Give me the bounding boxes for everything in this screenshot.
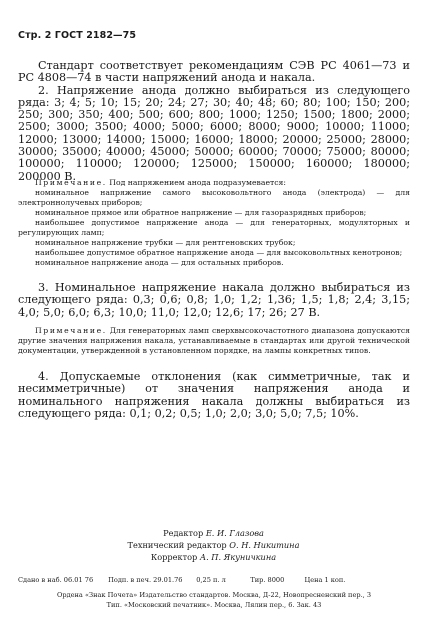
tolerance-paragraph: 4. Допускаемые отклонения (как симметричные, так и несимметричные) от значения напряжения анода и номинального напряжения накала должны выбираться из следующего ряда: 0,1; 0,2; 0,5; 1,0; 2,0; 3,0; 5,0; 7,5; 10%.	[18, 370, 410, 420]
signed-date: Подп. в печ. 29.01.76	[108, 576, 183, 584]
filament-note	[18, 326, 410, 356]
credits-block	[0, 527, 427, 563]
publisher-line: Ордена «Знак Почета» Издательство стандартов. Москва, Д-22, Новопресненский пер., 3	[56, 591, 372, 599]
tolerance-block	[18, 371, 410, 420]
corrector-role: Корректор	[150, 552, 198, 562]
anode-note-item: номинальное напряжение анода — для остальных приборов.	[35, 258, 284, 267]
anode-note-lead-line	[18, 178, 410, 188]
note-label: Примечание.	[35, 326, 107, 335]
page-header: Стр. 2 ГОСТ 2182—75	[18, 30, 137, 41]
editor-name: Е. И. Глазова	[205, 528, 264, 538]
tech-editor-role: Технический редактор	[127, 540, 227, 550]
tech-editor-name: О. Н. Никитина	[229, 540, 300, 550]
anode-note-item: номинальное напряжение самого высоковольтного анода (электрода) — для электроннолучевых приборов;	[18, 188, 410, 207]
print-sheets: 0,25 п. л	[196, 576, 226, 584]
anode-note-item: наибольшее допустимое напряжение анода — для генераторных, модуляторных и регулирующих ламп;	[18, 218, 410, 237]
print-run: Тир. 8000	[250, 576, 285, 584]
note-label: Примечание.	[35, 178, 107, 187]
filament-voltage-paragraph: 3. Номинальное напряжение накала должно выбираться из следующего ряда: 0,3; 0,6; 0,8; 1,0; 1,2; 1,36; 1,5; 1,8; 2,4; 3,15; 4,0; 5,0; 6,0; 6,3; 10,0; 11,0; 12,0; 12,6; 17; 26; 27 В.	[18, 281, 410, 319]
filament-block	[18, 282, 410, 319]
editor-line	[0, 527, 427, 539]
intro-paragraph: Стандарт соответствует рекомендациям СЭВ РС 4061—73 и РС 4808—74 в части напряжений анода и накала.	[18, 59, 410, 85]
editor-role: Редактор	[163, 528, 204, 538]
anode-note-item: номинальное прямое или обратное напряжение — для газоразрядных приборов;	[35, 208, 367, 217]
tech-editor-line	[0, 539, 427, 551]
submitted-date: Сдано в наб. 06.01 76	[18, 576, 94, 584]
anode-note-lead: Под напряжением анода подразумевается:	[109, 178, 286, 187]
imprint-details	[18, 576, 410, 585]
anode-note	[18, 178, 410, 268]
corrector-line	[0, 551, 427, 563]
filament-note-text	[18, 326, 410, 356]
filament-note-body: Для генераторных ламп сверхвысокочастотного диапазона допускаются другие значения напряжения накала, устанавливаемые в стандартах или другой технической документации, утвержденной в установленном порядке, на лампы конкретных типов.	[18, 326, 410, 355]
anode-note-item: наибольшее допустимое обратное напряжение анода — для высоковольтных кенотронов;	[35, 248, 403, 257]
anode-note-item: номинальное напряжение трубки — для рентгеновских трубок;	[35, 238, 296, 247]
intro-block	[18, 60, 410, 183]
price: Цена 1 коп.	[304, 576, 346, 584]
anode-voltage-paragraph: 2. Напряжение анода должно выбираться из следующего ряда: 3; 4; 5; 10; 15; 20; 24; 27; 30; 40; 48; 60; 80; 100; 150; 200; 250; 300; 350; 400; 500; 600; 800; 1000; 1250; 1500; 1800; 2000; 2500; 3000; 3500; 4000; 5000; 6000; 8000; 9000; 10000; 11000; 12000; 13000; 14000; 15000; 16000; 18000; 20000; 25000; 28000; 30000; 35000; 40000; 45000; 50000; 60000; 70000; 75000; 80000; 100000; 110000; 120000; 125000; 150000; 160000; 180000; 200000 В.	[18, 83, 410, 183]
corrector-name: А. П. Якуничкина	[199, 552, 277, 562]
printer-line: Тип. «Московский печатник». Москва, Лялин пер., 6. Зак. 43	[106, 601, 322, 609]
